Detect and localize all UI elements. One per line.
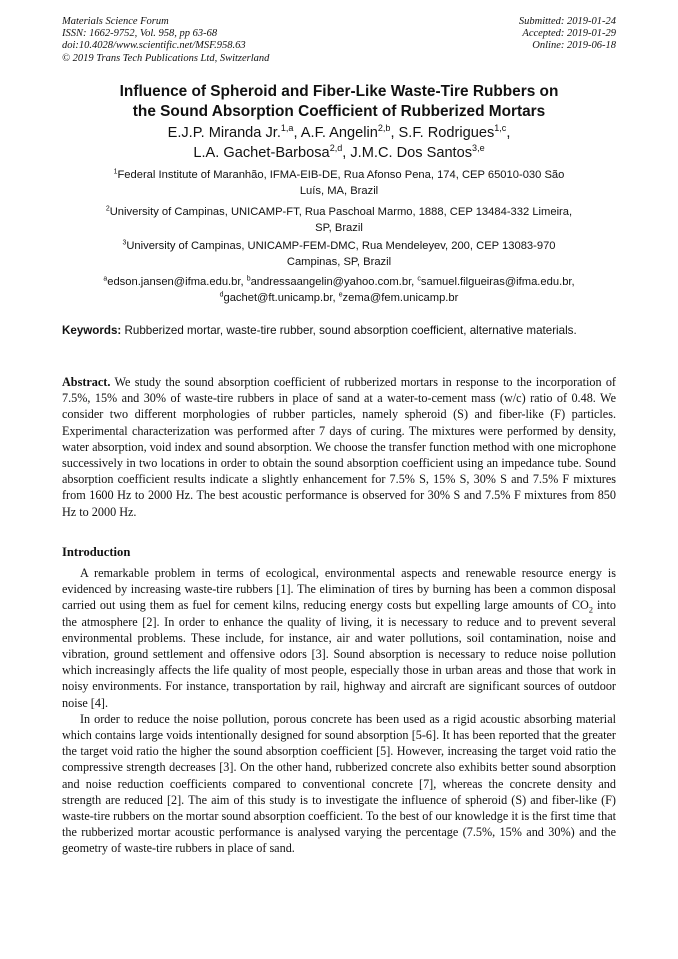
affiliation-text-cont: SP, Brazil: [315, 221, 363, 234]
email-sup: d: [219, 290, 224, 298]
keywords-text: Rubberized mortar, waste-tire rubber, sound absorption coefficient, alternative materials.: [121, 324, 577, 337]
author-affil-sup: 3,e: [472, 142, 485, 153]
accepted-date: Accepted: 2019-01-29: [522, 28, 616, 40]
author-name: E.J.P. Miranda Jr.: [167, 125, 281, 141]
affiliation-text-cont: Luís, MA, Brazil: [299, 184, 379, 197]
email-sup: a: [103, 275, 108, 283]
keywords-label: Keywords:: [62, 324, 122, 337]
submitted-date: Submitted: 2019-01-24: [518, 16, 616, 27]
paragraph: [62, 565, 616, 711]
affiliation-text: University of Campinas, UNICAMP-FT, Rua Paschoal Marmo, 1888, CEP 13484-332 Limeira,: [109, 206, 573, 218]
email-link[interactable]: edson.jansen@ifma.edu.br,: [107, 276, 247, 288]
issn-line: ISSN: 1662-9752, Vol. 958, pp 63-68: [62, 28, 218, 40]
affiliation-1: [62, 168, 616, 199]
author-separator: ,: [506, 125, 511, 141]
author-name: J.M.C. Dos Santos: [350, 144, 473, 161]
affiliation-text: University of Campinas, UNICAMP-FEM-DMC, Rua Mendeleyev, 200, CEP 13083-970: [126, 240, 556, 252]
author-name: L.A. Gachet-Barbosa: [193, 144, 330, 161]
journal-header: [62, 16, 269, 65]
author-affil-sup: 2,b: [377, 123, 391, 134]
introduction-body: [62, 565, 616, 857]
author-affil-sup: 2,d: [329, 142, 343, 153]
affiliation-text: Federal Institute of Maranhão, IFMA-EIB-DE, Rua Afonso Pena, 174, CEP 65010-030 São: [117, 169, 565, 181]
author-separator: ,: [390, 125, 399, 141]
email-list: [62, 275, 616, 306]
title-line-2: the Sound Absorption Coefficient of Rubberized Mortars: [132, 103, 546, 120]
author-affil-sup: 1,c: [494, 123, 507, 134]
abstract-block: [62, 374, 616, 520]
affiliation-text-cont: Campinas, SP, Brazil: [286, 255, 392, 268]
email-link[interactable]: gachet@ft.unicamp.br,: [223, 291, 339, 304]
journal-name: Materials Science Forum: [62, 16, 169, 27]
email-link[interactable]: zema@fem.unicamp.br: [342, 291, 459, 304]
paragraph-text: into the atmosphere [2]. In order to enhance the quality of living, it is necessary to reduce and to prevent several environmental problems. These include, for instance, air and water pollutions, soil contamination, noise and vibration, ground settlement and offensive odors [3]. Sound absorption is necessary to reduce noise pollution which increasingly affects the life quality of most people, especially those in urban areas and those that work in noisy environments. For instance, transportation by rail, highway and aircraft are significant sources of outdoor noise [4].: [62, 598, 616, 710]
affiliation-3: [62, 239, 616, 270]
affiliation-number: 2: [105, 205, 110, 213]
email-sup: c: [417, 275, 421, 283]
author-name: S.F. Rodrigues: [398, 125, 495, 141]
affiliation-2: [62, 205, 616, 236]
title-line-1: Influence of Spheroid and Fiber-Like Waste-Tire Rubbers on: [119, 83, 559, 100]
author-name: A.F. Angelin: [300, 125, 378, 141]
author-separator: ,: [293, 125, 301, 141]
paragraph: In order to reduce the noise pollution, porous concrete has been used as a rigid acoustic absorbing material which contains large voids intentionally designed for sound absorption [5-6]. It has been reported that the greater the target void ratio the higher the sound absorption coefficient [5]. However, increasing the target void ratio the compressive strength decreases [3]. On the other hand, rubberized concrete also exhibits better sound absorption and noise reduction coefficients compared to conventional concrete [7], whereas the concrete density and strength are reduced [2]. The aim of this study is to investigate the influence of spheroid (S) and fiber-like (F) waste-tire rubbers on the mortar sound absorption coefficient. To the best of our knowledge it is the first time that the rubberized mortar acoustic performance is analysed varying the percentage (7.5%, 15% and 30%) and the geometry of waste-tire rubbers in place of sand.: [62, 711, 616, 856]
affiliation-number: 3: [122, 239, 127, 247]
dates-header: [519, 16, 616, 53]
doi-line[interactable]: doi:10.4028/www.scientific.net/MSF.958.63: [62, 40, 246, 52]
copyright-line: © 2019 Trans Tech Publications Ltd, Switzerland: [62, 52, 270, 64]
abstract-label: Abstract.: [62, 375, 111, 389]
author-line-2: [62, 144, 616, 164]
author-line-1: [62, 124, 616, 144]
author-affil-sup: 1,a: [280, 123, 294, 134]
section-heading-introduction: Introduction: [62, 545, 131, 559]
affiliation-number: 1: [113, 168, 118, 176]
author-separator: ,: [342, 144, 351, 161]
email-sup: b: [246, 275, 251, 283]
subscript: 2: [588, 604, 594, 615]
email-link[interactable]: samuel.filgueiras@ifma.edu.br,: [420, 276, 575, 288]
email-link[interactable]: andressaangelin@yahoo.com.br,: [250, 276, 418, 288]
abstract-text: We study the sound absorption coefficient of rubberized mortars in response to the incorporation of 7.5%, 15% and 30% of waste-tire rubbers in place of sand at a water-to-cement mass (w/c) ratio of 0.48. We consider two different morphologies of rubber particles, namely spheroid (S) and fiber-like (F) particles. Experimental characterization was performed after 7 days of curing. The mixtures were performed by density, water absorption, void index and sound absorption. We choose the transfer function method with one microphone successively in two locations in order to obtain the sound absorption coefficient using an impedance tube. Sound absorption coefficient results indicate a slightly enhancement for 7.5% S, 15% S, 30% S and 7.5% F mixtures from 1600 Hz to 2000 Hz. The best acoustic performance is observed for 30% S and 7.5% F mixtures from 850 Hz to 2000 Hz.: [62, 375, 616, 519]
email-sup: e: [338, 290, 343, 298]
keywords-block: [62, 323, 616, 339]
online-date: Online: 2019-06-18: [532, 40, 616, 52]
author-list: [62, 124, 616, 163]
paper-title: [62, 82, 616, 122]
paragraph-text: A remarkable problem in terms of ecological, environmental aspects and renewable resource energy is evidenced by increasing waste-tire rubbers [1]. The elimination of tires by burning has been a common disposal carried out using them as fuel for cement kilns, reducing energy costs but expelling large amounts of CO: [62, 566, 616, 613]
